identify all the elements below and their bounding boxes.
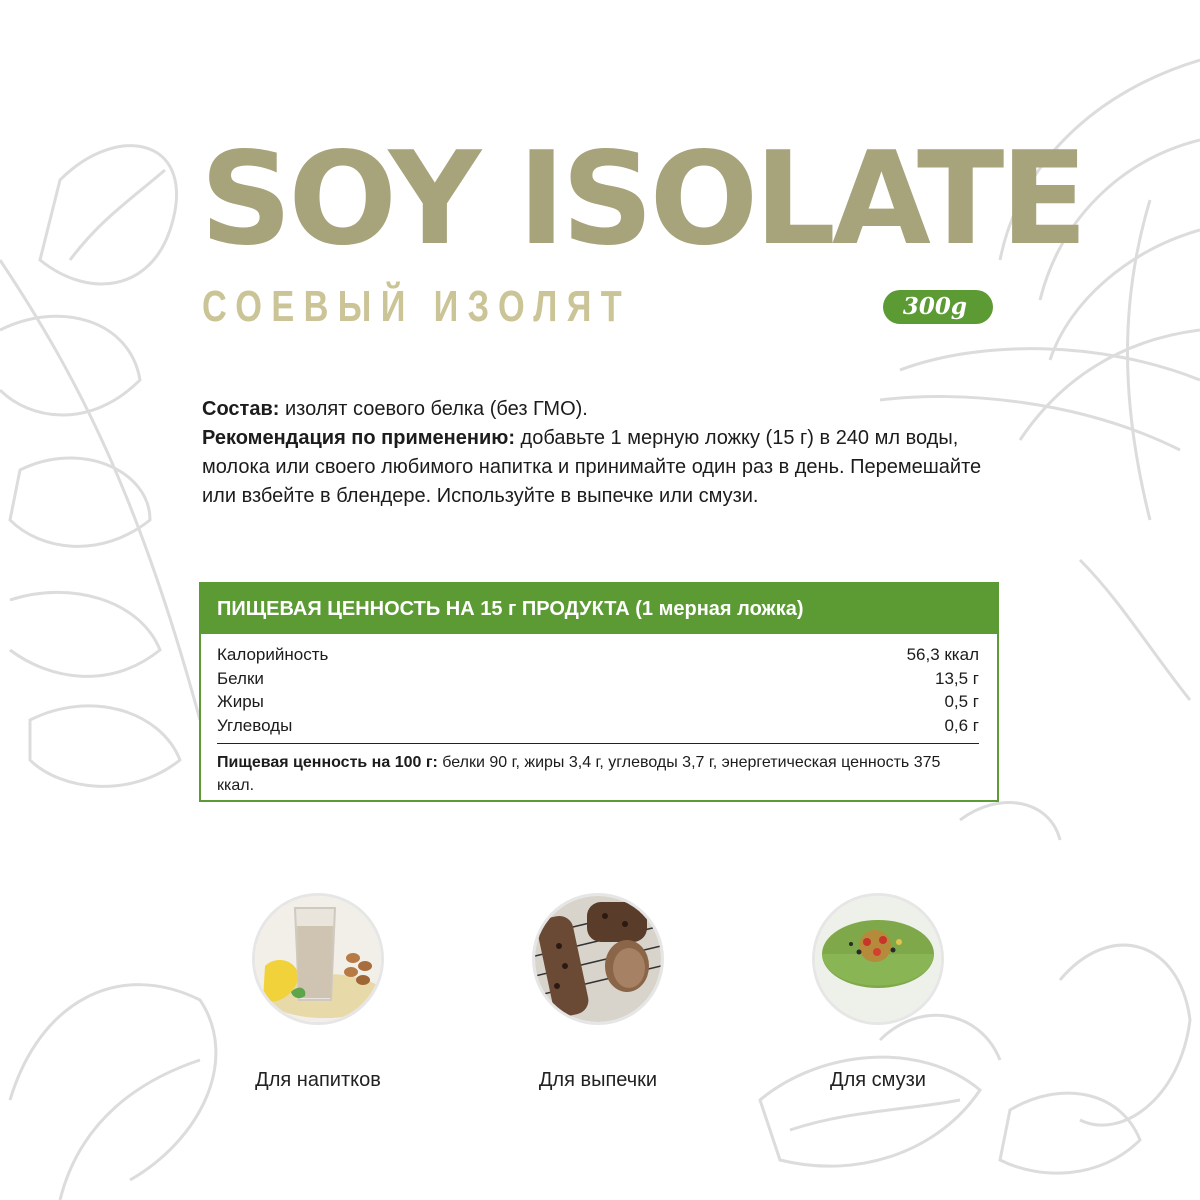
usage-label-smoothie: Для смузи bbox=[830, 1069, 926, 1091]
nutrient-name: Калорийность bbox=[217, 645, 329, 664]
product-description bbox=[202, 395, 1002, 511]
nutrition-per-100g bbox=[217, 743, 979, 797]
nutrition-header: ПИЩЕВАЯ ЦЕННОСТЬ НА 15 г ПРОДУКТА (1 мерная ложка) bbox=[201, 584, 997, 634]
usage-card-baking bbox=[468, 893, 728, 1092]
nutrition-rows bbox=[201, 634, 997, 737]
product-subtitle: СОЕВЫЙ ИЗОЛЯТ bbox=[202, 282, 632, 331]
nutrient-name: Жиры bbox=[217, 692, 264, 711]
nutrient-name: Углеводы bbox=[217, 715, 293, 735]
nutrient-name: Белки bbox=[217, 668, 264, 688]
nutrition-row bbox=[217, 714, 979, 738]
product-title: SOY ISOLATE bbox=[200, 125, 1084, 274]
usage-label-drinks: Для напитков bbox=[255, 1069, 381, 1091]
smoothie-bowl-photo-icon bbox=[812, 893, 944, 1025]
per100-label: Пищевая ценность на 100 г: bbox=[217, 754, 438, 771]
composition-label: Состав: bbox=[202, 398, 280, 420]
nutrient-value: 13,5 г bbox=[934, 668, 979, 688]
usage-label: Рекомендация по применению: bbox=[202, 427, 515, 449]
milkshake-photo-icon bbox=[252, 893, 384, 1025]
per100-text: белки 90 г, жиры 3,4 г, углеводы 3,7 г, энергетическая ценность 375 ккал. bbox=[217, 754, 941, 794]
usage-card-drinks bbox=[188, 893, 448, 1092]
weight-badge bbox=[883, 290, 993, 324]
usage-label-baking: Для выпечки bbox=[538, 1069, 658, 1091]
usage-card-smoothie bbox=[748, 893, 1008, 1092]
nutrition-row bbox=[217, 643, 979, 667]
nutrient-value: 0,5 г bbox=[944, 692, 979, 711]
composition-text: изолят соевого белка (без ГМО). bbox=[279, 398, 588, 420]
nutrition-row bbox=[217, 690, 979, 714]
nutrient-value: 0,6 г bbox=[944, 715, 979, 735]
weight-label: 300g bbox=[902, 293, 967, 320]
usage-text: добавьте 1 мерную ложку (15 г) в 240 мл воды, молока или своего любимого напитка и принимайте один раз в день. Перемешайте или взбейте в блендере. Используйте в выпечке или смузи. bbox=[202, 427, 982, 507]
nutrition-table bbox=[199, 582, 999, 802]
baked-bread-photo-icon bbox=[532, 893, 664, 1025]
nutrition-row bbox=[217, 667, 979, 691]
nutrient-value: 56,3 ккал bbox=[906, 645, 979, 664]
